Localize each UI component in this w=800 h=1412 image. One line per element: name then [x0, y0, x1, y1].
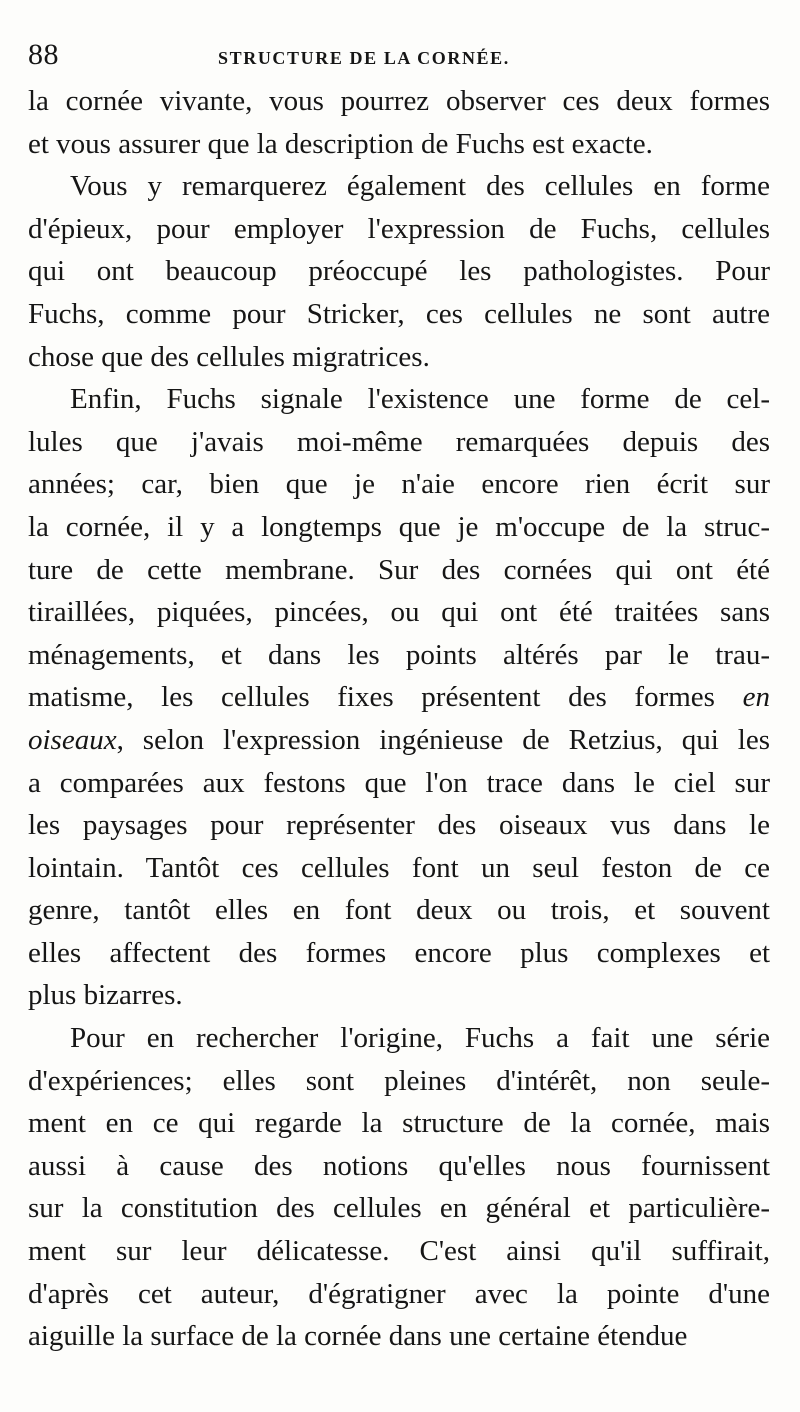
- text-line: ture de cette membrane. Sur des cornées qui ont été: [28, 553, 770, 586]
- italic-term: en: [742, 681, 770, 714]
- text-line: elles affectent des formes encore plus complexes et: [28, 936, 770, 969]
- text-line: aiguille la surface de la cornée dans une certaine étendue: [28, 1320, 688, 1353]
- text-line: a comparées aux festons que l'on trace dans le ciel sur: [28, 766, 770, 799]
- body-text: [28, 80, 770, 1358]
- text-line: chose que des cellules migratrices.: [28, 340, 430, 373]
- text-line: les paysages pour représenter des oiseaux vus dans le: [28, 809, 770, 842]
- text-line: années; car, bien que je n'aie encore rien écrit sur: [28, 468, 770, 501]
- paragraph: [28, 80, 770, 165]
- text-line: plus bizarres.: [28, 979, 183, 1012]
- text-line: ment sur leur délicatesse. C'est ainsi qu'il suffirait,: [28, 1235, 770, 1268]
- paragraph: [28, 1017, 770, 1358]
- text-line: matisme, les cellules fixes présentent des formes en: [28, 681, 770, 714]
- text-line: Pour en rechercher l'origine, Fuchs a fait une série: [70, 1022, 770, 1055]
- italic-term: oiseaux: [28, 723, 117, 756]
- page-header: [28, 38, 768, 78]
- text-line: oiseaux, selon l'expression ingénieuse de Retzius, qui les: [28, 723, 770, 756]
- text-line: qui ont beaucoup préoccupé les pathologistes. Pour: [28, 255, 770, 288]
- text-line: et vous assurer que la description de Fuchs est exacte.: [28, 127, 653, 160]
- text-line: Vous y remarquerez également des cellules en forme: [70, 170, 770, 203]
- text-line: sur la constitution des cellules en général et particulière-: [28, 1192, 770, 1225]
- text-line: lointain. Tantôt ces cellules font un seul feston de ce: [28, 851, 770, 884]
- text-line: lules que j'avais moi-même remarquées depuis des: [28, 425, 770, 458]
- text-line: la cornée vivante, vous pourrez observer ces deux formes: [28, 85, 770, 117]
- text-line: d'expériences; elles sont pleines d'intérêt, non seule-: [28, 1064, 770, 1097]
- text-line: ment en ce qui regarde la structure de la cornée, mais: [28, 1107, 770, 1140]
- page-number: 88: [28, 38, 59, 71]
- text-line: genre, tantôt elles en font deux ou trois, et souvent: [28, 894, 770, 927]
- text-line: Fuchs, comme pour Stricker, ces cellules ne sont autre: [28, 297, 770, 330]
- paragraph: [28, 378, 770, 1017]
- text-line: Enfin, Fuchs signale l'existence une forme de cel-: [70, 383, 770, 416]
- text-line: la cornée, il y a longtemps que je m'occupe de la struc-: [28, 510, 770, 543]
- text-line: ménagements, et dans les points altérés par le trau-: [28, 638, 770, 671]
- text-line: tiraillées, piquées, pincées, ou qui ont été traitées sans: [28, 596, 770, 629]
- running-title: STRUCTURE DE LA CORNÉE.: [218, 48, 510, 68]
- text-line: d'épieux, pour employer l'expression de Fuchs, cellules: [28, 212, 770, 245]
- paragraph: [28, 165, 770, 378]
- text-line: aussi à cause des notions qu'elles nous fournissent: [28, 1149, 770, 1182]
- text-line: d'après cet auteur, d'égratigner avec la pointe d'une: [28, 1277, 770, 1310]
